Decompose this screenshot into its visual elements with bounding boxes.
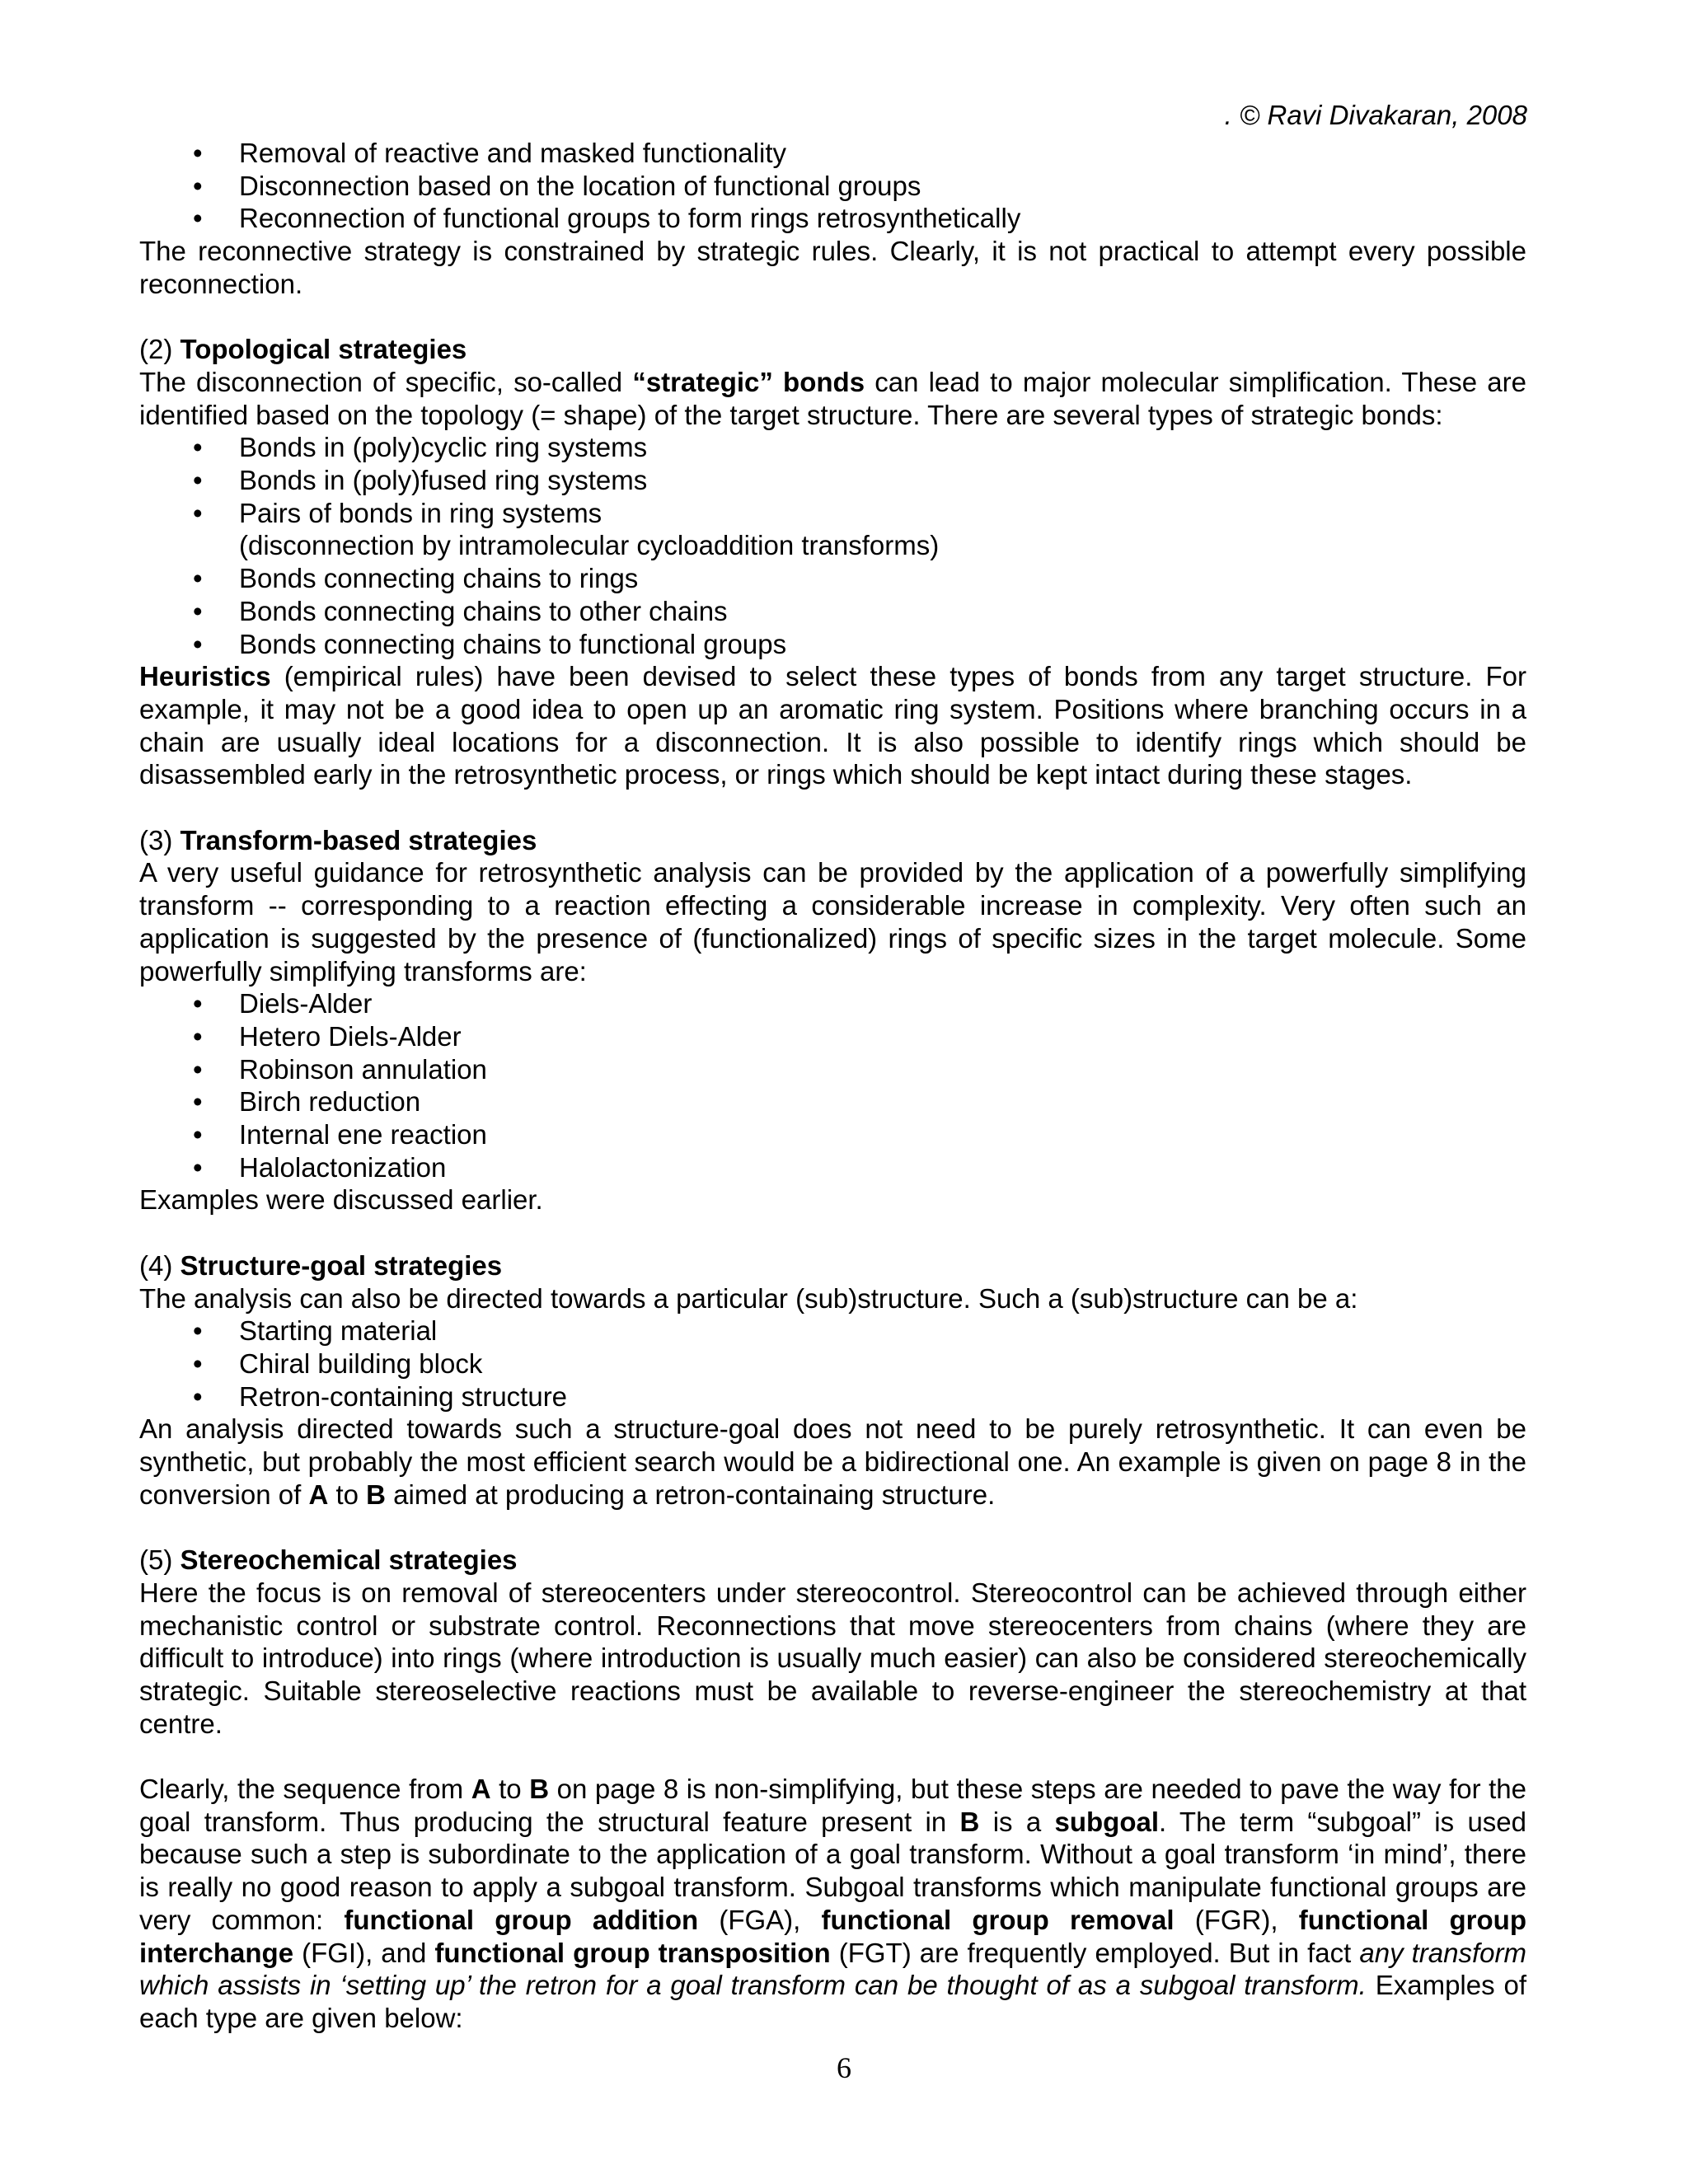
paragraph: A very useful guidance for retrosynthetic analysis can be provided by the application of a powerfully simplifying transform -- corresponding to a reaction effecting a considerable increase in complexity. Very often such an application is suggested by the presence of (functionalized) rings of specific sizes in the target molecule. Some powerfully simplifying transforms are: bbox=[139, 857, 1526, 987]
strategic-bonds-list bbox=[139, 431, 1526, 660]
intro-bullet-list bbox=[139, 137, 1526, 235]
list-item: • Bonds connecting chains to functional groups bbox=[139, 628, 1526, 661]
paragraph: The analysis can also be directed towards a particular (sub)structure. Such a (sub)structure can be a: bbox=[139, 1282, 1358, 1314]
list-item: • Bonds connecting chains to rings bbox=[139, 562, 1526, 595]
substructure-list bbox=[139, 1315, 1526, 1413]
list-item: • Robinson annulation bbox=[139, 1053, 1526, 1086]
transforms-list bbox=[139, 987, 1526, 1183]
intro-paragraph: The reconnective strategy is constrained by strategic rules. Clearly, it is not practical to attempt every possible reconnection. bbox=[139, 236, 1526, 299]
section-title: Transform-based strategies bbox=[180, 824, 537, 855]
list-item: • Bonds in (poly)cyclic ring systems bbox=[139, 431, 1526, 464]
list-item: • Pairs of bonds in ring systems (disconnection by intramolecular cycloaddition transforms) bbox=[139, 497, 1526, 562]
paragraph: An analysis directed towards such a structure-goal does not need to be purely retrosynthetic. It can even be synthetic, but probably the most efficient search would be a bidirectional one. An example is given on page 8 in the conversion of A to B aimed at producing a retron-containaing structure. bbox=[139, 1413, 1526, 1510]
list-item: • Halolactonization bbox=[139, 1151, 1526, 1184]
paragraph: Heuristics (empirical rules) have been devised to select these types of bonds from any target structure. For example, it may not be a good idea to open up an aromatic ring system. Positions where branching occurs in a chain are usually ideal locations for a disconnection. It is also possible to identify rings which should be disassembled early in the retrosynthetic process, or rings which should be kept intact during these stages. bbox=[139, 661, 1526, 790]
section-heading: (2) Topological strategies bbox=[139, 334, 467, 365]
list-item: • Internal ene reaction bbox=[139, 1118, 1526, 1151]
list-item: • Reconnection of functional groups to form rings retrosynthetically bbox=[139, 202, 1526, 235]
section-heading: (3) Transform-based strategies bbox=[139, 824, 537, 855]
list-item: • Bonds connecting chains to other chains bbox=[139, 595, 1526, 628]
copyright-header: . © Ravi Divakaran, 2008 bbox=[1224, 100, 1527, 130]
paragraph: Examples were discussed earlier. bbox=[139, 1184, 543, 1216]
list-item-subtext: (disconnection by intramolecular cycloaddition transforms) bbox=[239, 530, 940, 561]
subgoal-paragraph: Clearly, the sequence from A to B on page 8 is non-simplifying, but these steps are needed to pave the way for the goal transform. Thus producing the structural feature present in B is a subgoal. The term “subgoal” is used because such a step is subordinate to the application of a goal transform. Without a goal transform ‘in mind’, there is really no good reason to apply a subgoal transform. Subgoal transforms which manipulate functional groups are very common: functional group addition (FGA), functional group removal (FGR), functional group interchange (FGI), and functional group transposition (FGT) are frequently employed. But in fact any transform which assists in ‘setting up’ the retron for a goal transform can be thought of as a subgoal transform. Examples of each type are given below: bbox=[139, 1774, 1527, 2033]
list-item: • Retron-containing structure bbox=[139, 1380, 1526, 1413]
list-item: • Removal of reactive and masked functionality bbox=[139, 137, 1526, 170]
list-item: • Chiral building block bbox=[139, 1347, 1526, 1380]
section-title: Topological strategies bbox=[180, 334, 467, 365]
list-item: • Starting material bbox=[139, 1315, 1526, 1347]
page-number: 6 bbox=[837, 2051, 851, 2084]
list-item: • Bonds in (poly)fused ring systems bbox=[139, 464, 1526, 497]
list-item: • Disconnection based on the location of functional groups bbox=[139, 170, 1526, 203]
page-content bbox=[139, 137, 1526, 2035]
list-item: • Hetero Diels-Alder bbox=[139, 1020, 1526, 1053]
section-title: Stereochemical strategies bbox=[180, 1544, 518, 1576]
list-item: • Diels-Alder bbox=[139, 987, 1526, 1020]
section-heading: (5) Stereochemical strategies bbox=[139, 1544, 518, 1576]
paragraph: Here the focus is on removal of stereocenters under stereocontrol. Stereocontrol can be achieved through either mechanistic control or substrate control. Reconnections that move stereocenters from chains (where they are difficult to introduce) into rings (where introduction is usually much easier) can also be considered stereochemically strategic. Suitable stereoselective reactions must be available to reverse-engineer the stereochemistry at that centre. bbox=[139, 1577, 1526, 1739]
section-title: Structure-goal strategies bbox=[180, 1249, 503, 1281]
section-heading: (4) Structure-goal strategies bbox=[139, 1249, 503, 1281]
paragraph: The disconnection of specific, so-called “strategic” bonds can lead to major molecular simplification. These are identified based on the topology (= shape) of the target structure. There are several types of strategic bonds: bbox=[139, 366, 1526, 430]
list-item: • Birch reduction bbox=[139, 1085, 1526, 1118]
